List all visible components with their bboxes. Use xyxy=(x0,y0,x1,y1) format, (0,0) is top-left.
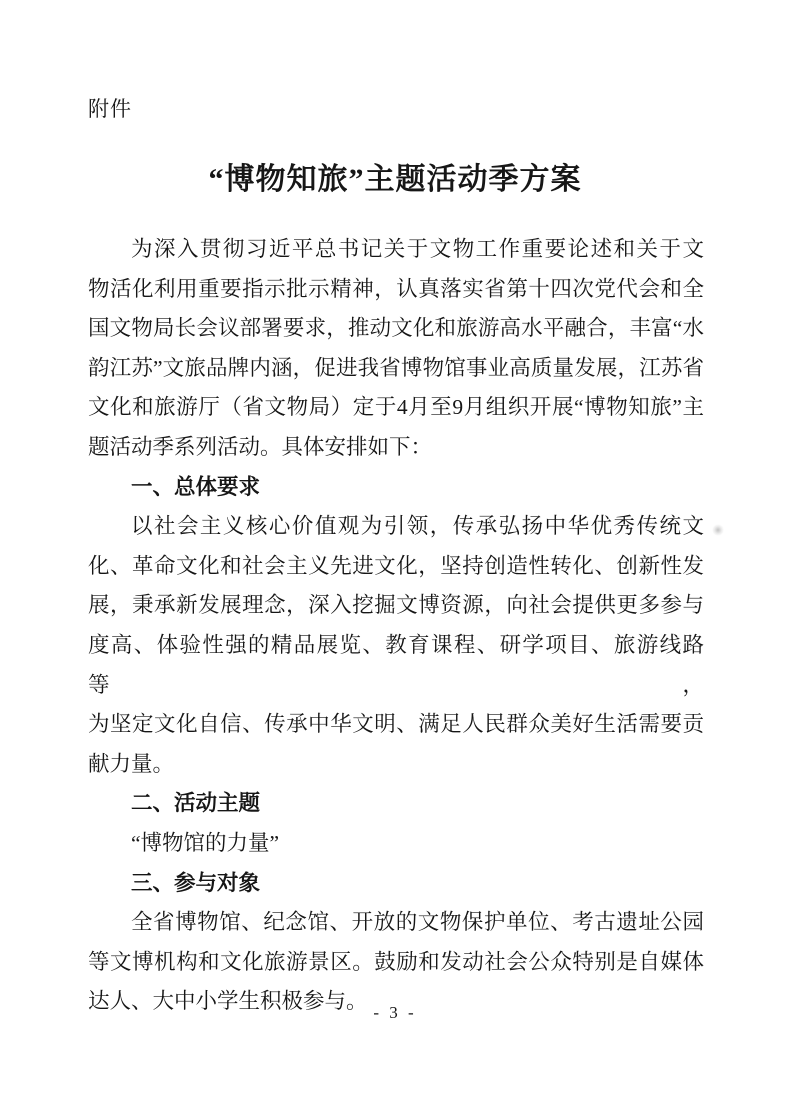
text-line: 达人、大中小学生积极参与。 xyxy=(88,989,368,1014)
text-line: 一、总体要求 xyxy=(131,474,261,499)
text-line: 度高、体验性强的精品展览、教育课程、研学项目、旅游线路等， xyxy=(88,632,704,697)
text-line: 国文物局长会议部署要求，推动文化和旅游高水平融合，丰富“水 xyxy=(88,316,704,341)
text-line: 物活化利用重要指示批示精神，认真落实省第十四次党代会和全 xyxy=(88,276,704,301)
text-line: “博物馆的力量” xyxy=(131,830,280,855)
theme-quote xyxy=(88,824,704,864)
text-line: 以社会主义核心价值观为引领，传承弘扬中华优秀传统文 xyxy=(131,514,704,539)
text-line: 等文博机构和文化旅游景区。鼓励和发动社会公众特别是自媒体 xyxy=(88,949,704,974)
section-heading xyxy=(88,784,704,824)
text-line: 为坚定文化自信、传承中华文明、满足人民群众美好生活需要贡 xyxy=(88,712,704,737)
document-title: “博物知旅”主题活动季方案 xyxy=(208,163,582,197)
page-number: - 3 - xyxy=(373,1003,417,1022)
text-line: 题活动季系列活动。具体安排如下： xyxy=(88,434,433,459)
section-heading xyxy=(88,864,704,904)
document-paragraph xyxy=(88,230,704,468)
text-line: 三、参与对象 xyxy=(131,870,261,895)
document-body xyxy=(88,230,704,1022)
text-line: 展，秉承新发展理念，深入挖掘文博资源，向社会提供更多参与 xyxy=(88,593,704,618)
text-line: 韵江苏”文旅品牌内涵，促进我省博物馆事业高质量发展，江苏省 xyxy=(88,355,704,380)
text-line: 二、活动主题 xyxy=(131,791,261,816)
text-line: 为深入贯彻习近平总书记关于文物工作重要论述和关于文 xyxy=(131,237,704,261)
section-heading xyxy=(88,468,704,508)
text-line: 全省博物馆、纪念馆、开放的文物保护单位、考古遗址公园 xyxy=(131,910,704,935)
document-paragraph xyxy=(88,507,704,784)
scan-artifact-mark xyxy=(712,524,724,536)
attachment-label: 附件 xyxy=(88,98,132,121)
text-line: 化、革命文化和社会主义先进文化，坚持创造性转化、创新性发 xyxy=(88,553,704,578)
text-line: 献力量。 xyxy=(88,751,175,776)
text-line: 文化和旅游厅（省文物局）定于4月至9月组织开展“博物知旅”主 xyxy=(88,395,704,420)
